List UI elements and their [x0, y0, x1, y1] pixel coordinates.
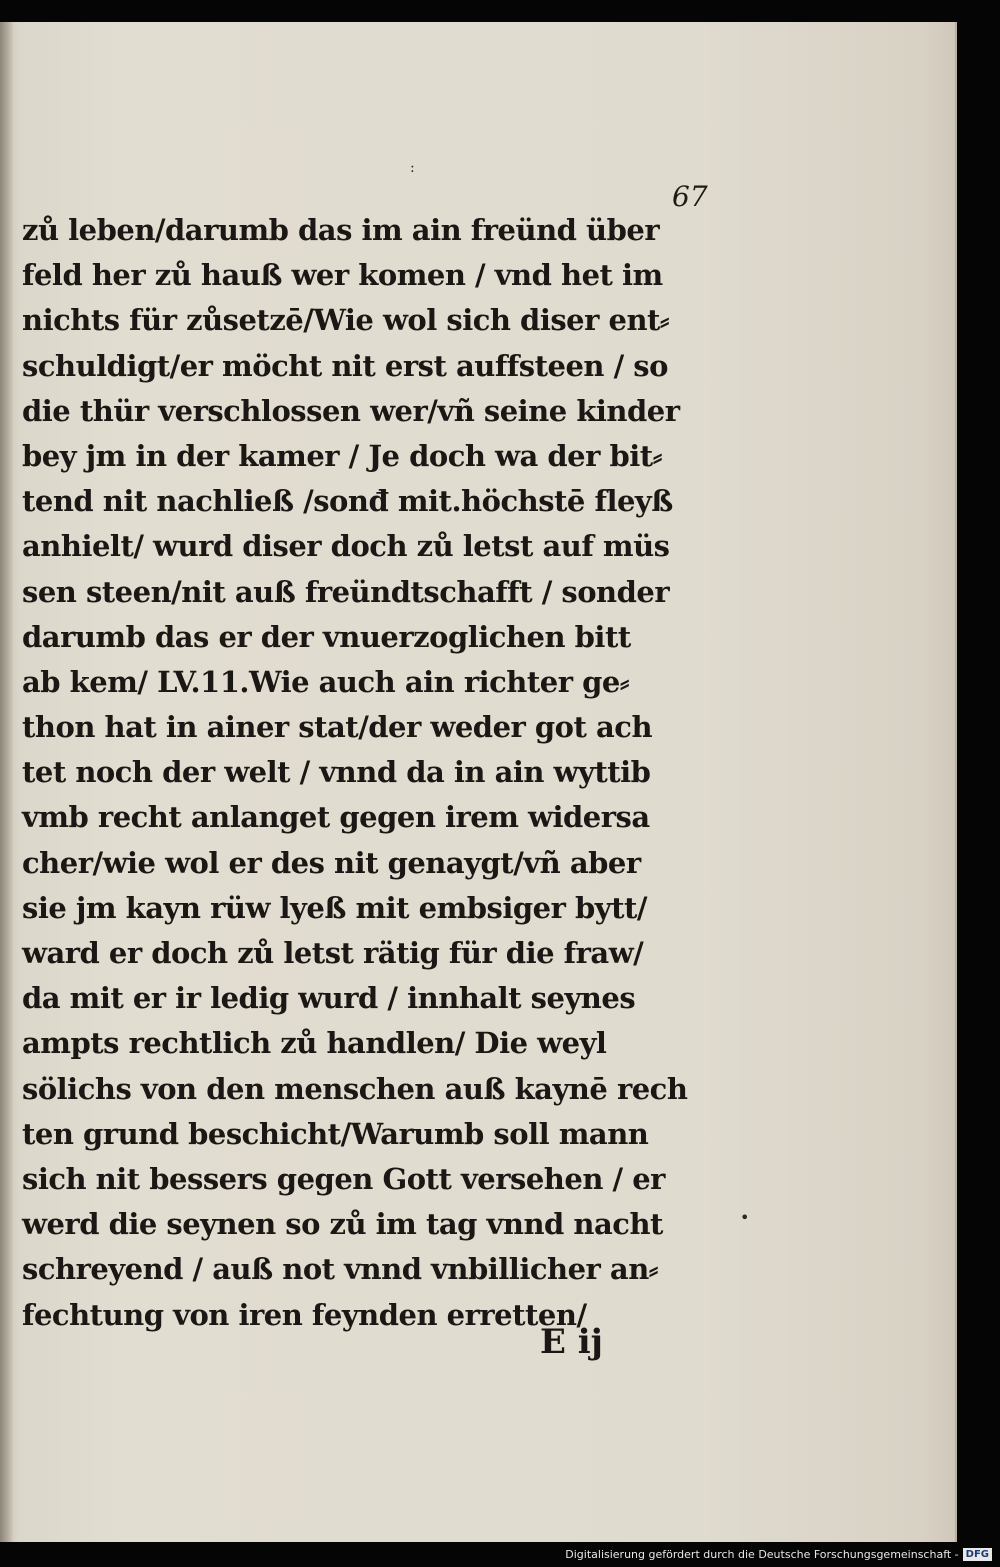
footer-credit — [565, 1548, 992, 1561]
text-line: darumb das er der vnuerzoglichen bitt — [22, 619, 631, 654]
text-line: die thür verschlossen wer/vñ seine kinder — [22, 393, 680, 428]
text-line: schuldigt/er möcht nit erst auffsteen / so — [22, 348, 668, 383]
text-line: sich nit bessers gegen Gott versehen / er — [22, 1161, 665, 1196]
text-line: vmb recht anlanget gegen irem widersa — [22, 800, 650, 835]
text-line: cher/wie wol er des nit genaygt/vñ aber — [22, 845, 641, 880]
text-line: anhielt/ wurd diser doch zů letst auf müs — [22, 529, 670, 564]
text-line: schreyend / auß not vnnd vnbillicher an⸗ — [22, 1252, 658, 1287]
gutter-shadow — [0, 22, 14, 1542]
text-line: zů leben/darumb das im ain freünd über — [22, 213, 660, 247]
text-line: tet noch der welt / vnnd da in ain wyttib — [22, 755, 651, 790]
text-line: sie jm kayn rüw lyeß mit embsiger bytt/ — [22, 890, 648, 925]
body-text — [22, 208, 722, 1338]
text-line: werd die seynen so zů im tag vnnd nacht — [22, 1207, 663, 1242]
text-line: ab kem/ LV.11.Wie auch ain richter ge⸗ — [22, 664, 629, 699]
text-line: fechtung von iren feynden erretten/ — [22, 1297, 587, 1332]
text-line: ampts rechtlich zů handlen/ Die weyl — [22, 1026, 607, 1061]
text-line: thon hat in ainer stat/der weder got ach — [22, 710, 653, 745]
ink-speck: • — [740, 1208, 750, 1227]
text-line: da mit er ir ledig wurd / innhalt seynes — [22, 981, 636, 1016]
signature-mark: E ij — [540, 1322, 603, 1362]
text-line: sen steen/nit auß freündtschafft / sonder — [22, 574, 670, 609]
footer-credit-text: Digitalisierung gefördert durch die Deutsche Forschungsgemeinschaft - — [565, 1548, 959, 1561]
text-line: ten grund beschicht/Warumb soll mann — [22, 1116, 649, 1151]
text-line: feld her zů hauß wer komen / vnd het im — [22, 258, 663, 293]
dfg-logo: DFG — [963, 1548, 992, 1561]
text-line: nichts für zůsetzē/Wie wol sich diser ent⸗ — [22, 303, 670, 338]
text-line: sölichs von den menschen auß kaynē rech — [22, 1071, 688, 1106]
text-line: bey jm in der kamer / Je doch wa der bit⸗ — [22, 438, 662, 473]
folio-number: 67 — [672, 180, 708, 213]
ink-speck: : — [410, 160, 415, 176]
text-line: tend nit nachließ /sonđ mit.höchstē fleyß — [22, 484, 673, 519]
text-line: ward er doch zů letst rätig für die fraw/ — [22, 936, 644, 970]
book-page — [0, 22, 957, 1542]
